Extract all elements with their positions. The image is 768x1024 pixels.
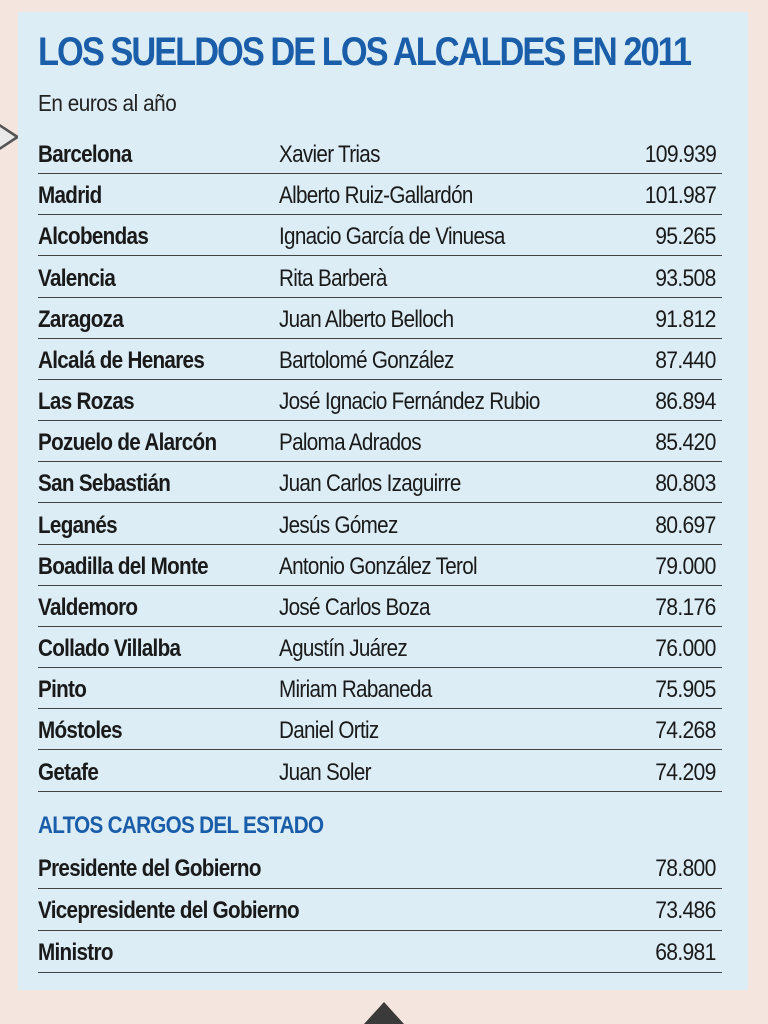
table-row <box>38 175 722 215</box>
city-cell: Leganés <box>38 511 117 539</box>
table-row <box>38 381 722 421</box>
city-cell: San Sebastián <box>38 470 171 498</box>
amount-cell: 101.987 <box>644 182 716 210</box>
mayor-cell: Daniel Ortiz <box>279 717 379 745</box>
table-row <box>38 752 722 792</box>
section-title: ALTOS CARGOS DEL ESTADO <box>38 812 324 839</box>
salary-infographic <box>18 12 748 990</box>
amount-cell: 78.176 <box>655 593 716 621</box>
amount-cell: 76.000 <box>655 635 716 663</box>
position-cell: Vicepresidente del Gobierno <box>38 897 299 925</box>
table-row <box>38 710 722 750</box>
mayor-cell: Paloma Adrados <box>279 429 421 457</box>
table-row <box>38 669 722 709</box>
amount-cell: 80.697 <box>655 511 716 539</box>
city-cell: Alcalá de Henares <box>38 346 205 374</box>
table-row <box>38 216 722 256</box>
amount-cell: 85.420 <box>655 429 716 457</box>
page-subtitle: En euros al año <box>38 90 177 116</box>
up-arrow-icon[interactable] <box>364 1002 404 1024</box>
mayor-cell: Xavier Trias <box>279 141 380 168</box>
mayor-cell: Juan Carlos Izaguirre <box>279 470 461 498</box>
city-cell: Las Rozas <box>38 388 134 416</box>
amount-cell: 73.486 <box>655 897 716 925</box>
mayors-table <box>38 134 722 793</box>
city-cell: Boadilla del Monte <box>38 552 208 580</box>
mayor-cell: José Carlos Boza <box>279 593 430 621</box>
amount-cell: 91.812 <box>655 305 716 333</box>
mayor-cell: Agustín Juárez <box>279 635 408 663</box>
page-title: LOS SUELDOS DE LOS ALCALDES EN 2011 <box>38 30 691 74</box>
mayor-cell: Jesús Gómez <box>279 511 398 539</box>
city-cell: Madrid <box>38 182 102 210</box>
position-cell: Presidente del Gobierno <box>38 855 261 882</box>
table-row <box>38 422 722 462</box>
position-cell: Ministro <box>38 939 113 967</box>
city-cell: Zaragoza <box>38 305 124 333</box>
city-cell: Getafe <box>38 758 99 786</box>
table-row <box>38 258 722 298</box>
table-row <box>38 848 722 889</box>
table-row <box>38 932 722 973</box>
table-row <box>38 299 722 339</box>
table-row <box>38 134 722 174</box>
city-cell: Valdemoro <box>38 593 138 621</box>
mayor-cell: Antonio González Terol <box>279 552 477 580</box>
amount-cell: 78.800 <box>655 855 716 882</box>
city-cell: Barcelona <box>38 141 132 168</box>
mayor-cell: Juan Alberto Belloch <box>279 305 454 333</box>
mayor-cell: Juan Soler <box>279 758 371 786</box>
city-cell: Collado Villalba <box>38 635 181 663</box>
amount-cell: 79.000 <box>655 552 716 580</box>
amount-cell: 68.981 <box>655 939 716 967</box>
amount-cell: 74.209 <box>655 758 716 786</box>
city-cell: Pozuelo de Alarcón <box>38 429 217 457</box>
amount-cell: 86.894 <box>655 388 716 416</box>
city-cell: Pinto <box>38 676 87 704</box>
table-row <box>38 628 722 668</box>
table-row <box>38 505 722 545</box>
table-row <box>38 890 722 931</box>
officials-table <box>38 848 722 975</box>
amount-cell: 93.508 <box>655 264 716 292</box>
city-cell: Alcobendas <box>38 223 149 251</box>
city-cell: Valencia <box>38 264 116 292</box>
amount-cell: 75.905 <box>655 676 716 704</box>
mayor-cell: Bartolomé González <box>279 346 454 374</box>
amount-cell: 109.939 <box>644 141 716 168</box>
previous-arrow-icon[interactable] <box>0 124 20 150</box>
table-row <box>38 546 722 586</box>
amount-cell: 80.803 <box>655 470 716 498</box>
amount-cell: 87.440 <box>655 346 716 374</box>
amount-cell: 74.268 <box>655 717 716 745</box>
mayor-cell: Alberto Ruiz-Gallardón <box>279 182 473 210</box>
table-row <box>38 463 722 503</box>
mayor-cell: Miriam Rabaneda <box>279 676 432 704</box>
mayor-cell: Ignacio García de Vinuesa <box>279 223 505 251</box>
mayor-cell: José Ignacio Fernández Rubio <box>279 388 540 416</box>
amount-cell: 95.265 <box>655 223 716 251</box>
table-row <box>38 340 722 380</box>
table-row <box>38 587 722 627</box>
mayor-cell: Rita Barberà <box>279 264 387 292</box>
city-cell: Móstoles <box>38 717 122 745</box>
